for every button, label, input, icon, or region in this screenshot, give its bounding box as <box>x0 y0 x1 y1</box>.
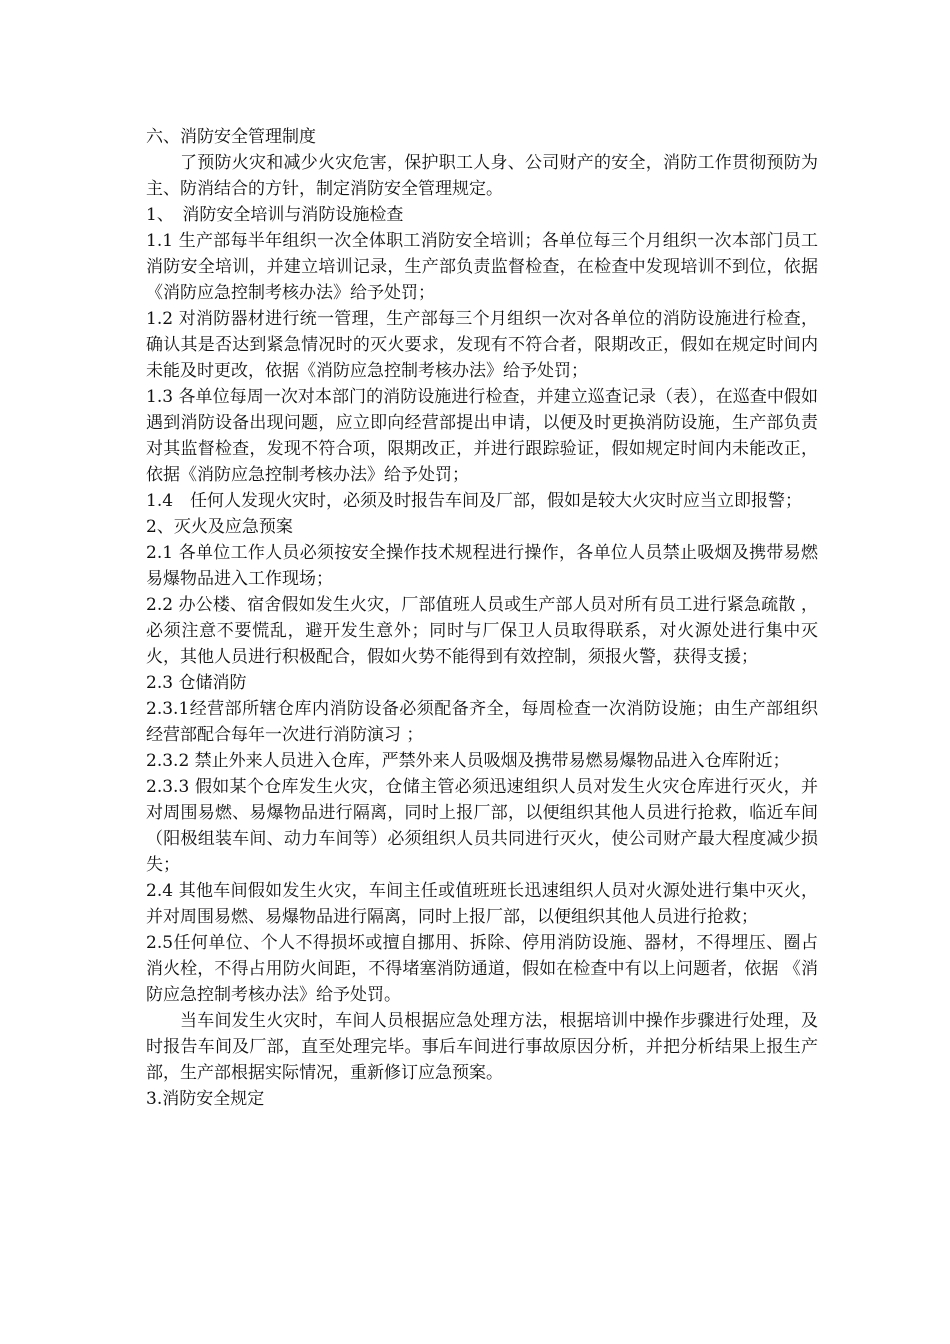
section-1-item-3: 1.3 各单位每周一次对本部门的消防设施进行检查，并建立巡查记录（表），在巡查中假如遇到消防设备出现问题，应立即向经营部提出申请，以便及时更换消防设施，生产部负责对其监督检查，发现不符合项，限期改正，并进行跟踪验证，假如规定时间内未能改正，依据《消防应急控制考核办法》给予处罚； <box>146 387 818 485</box>
section-2-item-2: 2.2 办公楼、宿舍假如发生火灾，厂部值班人员或生产部人员对所有员工进行紧急疏散 ，必须注意不要慌乱，避开发生意外；同时与厂保卫人员取得联系，对火源处进行集中灭火，其他人员进行积极配合，假如火势不能得到有效控制，须报火警，获得支援； <box>146 595 818 667</box>
section-2-item-3-3: 2.3.3 假如某个仓库发生火灾，仓储主管必须迅速组织人员对发生火灾仓库进行灭火，并对周围易燃、易爆物品进行隔离，同时上报厂部，以便组织其他人员进行抢救，临近车间（阳极组装车间、动力车间等）必须组织人员共同进行灭火，使公司财产最大程度减少损失； <box>146 777 818 875</box>
section-2-item-1: 2.1 各单位工作人员必须按安全操作技术规程进行操作，各单位人员禁止吸烟及携带易燃易爆物品进入工作现场； <box>146 543 818 589</box>
section-1-item-4: 1.4 任何人发现火灾时，必须及时报告车间及厂部，假如是较大火灾时应当立即报警； <box>146 491 803 511</box>
document-title: 六、消防安全管理制度 <box>146 127 316 147</box>
section-2-item-4: 2.4 其他车间假如发生火灾，车间主任或值班班长迅速组织人员对火源处进行集中灭火，并对周围易燃、易爆物品进行隔离，同时上报厂部，以便组织其他人员进行抢救； <box>146 881 818 927</box>
section-1-item-2: 1.2 对消防器材进行统一管理，生产部每三个月组织一次对各单位的消防设施进行检查，确认其是否达到紧急情况时的灭火要求，发现有不符合者，限期改正，假如在规定时间内未能及时更改，依据《消防应急控制考核办法》给予处罚； <box>146 309 818 381</box>
document-body <box>146 124 818 1112</box>
section-2-item-3-2: 2.3.2 禁止外来人员进入仓库，严禁外来人员吸烟及携带易燃易爆物品进入仓库附近； <box>146 751 790 771</box>
section-2-item-3: 2.3 仓储消防 <box>146 673 247 693</box>
section-2-heading: 2、灭火及应急预案 <box>146 517 293 537</box>
section-3-heading: 3.消防安全规定 <box>146 1089 265 1109</box>
section-1-item-1: 1.1 生产部每半年组织一次全体职工消防安全培训；各单位每三个月组织一次本部门员工消防安全培训，并建立培训记录，生产部负责监督检查，在检查中发现培训不到位，依据《消防应急控制考核办法》给予处罚； <box>146 231 818 303</box>
section-1-heading: 1、 消防安全培训与消防设施检查 <box>146 205 404 225</box>
section-2-item-3-1: 2.3.1经营部所辖仓库内消防设备必须配备齐全，每周检查一次消防设施；由生产部组织经营部配合每年一次进行消防演习 ； <box>146 699 818 745</box>
section-2-item-5: 2.5任何单位、个人不得损坏或擅自挪用、拆除、停用消防设施、器材，不得埋压、圈占消火栓，不得占用防火间距，不得堵塞消防通道，假如在检查中有以上问题者，依据 《消防应急控制考核办法》给予处罚。 <box>146 933 818 1005</box>
section-2-closing: 当车间发生火灾时，车间人员根据应急处理方法，根据培训中操作步骤进行处理，及时报告车间及厂部，直至处理完毕。事后车间进行事故原因分析，并把分析结果上报生产部，生产部根据实际情况，重新修订应急预案。 <box>146 1011 818 1083</box>
intro-paragraph: 了预防火灾和减少火灾危害，保护职工人身、公司财产的安全，消防工作贯彻预防为主、防消结合的方针，制定消防安全管理规定。 <box>146 153 818 199</box>
